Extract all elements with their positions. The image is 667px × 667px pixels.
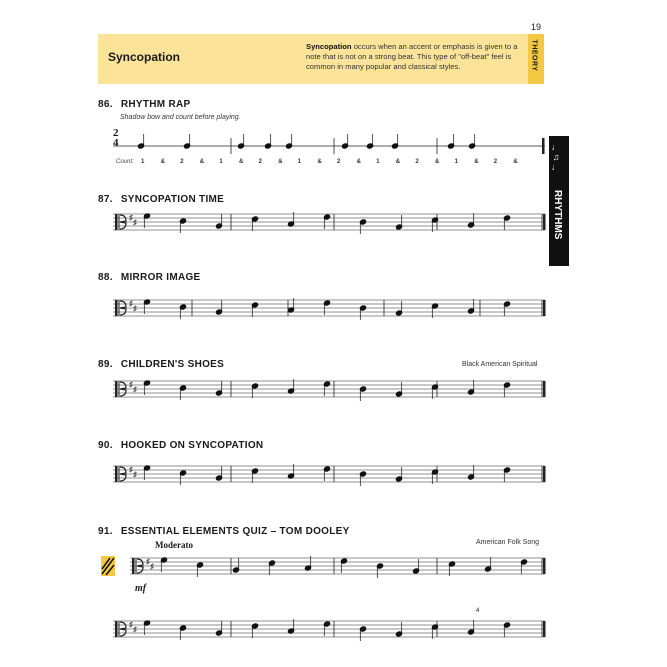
- staff-90-final-thick: [543, 466, 546, 482]
- count-2: 2: [180, 159, 184, 165]
- exercise-credit-89: Black American Spiritual: [462, 361, 538, 368]
- exercise-credit-91: American Folk Song: [476, 539, 540, 546]
- dynamic-marking: mf: [135, 583, 147, 594]
- count-15: &: [435, 159, 440, 165]
- rhythms-tab-label: RHYTHMS: [552, 190, 563, 240]
- staff-87-clef-bar: [115, 214, 118, 230]
- theory-term: Syncopation: [306, 42, 352, 51]
- exercise-subtitle-86: Shadow bow and count before playing.: [120, 114, 241, 121]
- count-3: &: [199, 159, 205, 165]
- count-11: &: [356, 159, 361, 165]
- count-10: 2: [337, 159, 341, 165]
- staff-90-sharp2: ♯: [133, 470, 137, 479]
- theory-definition: occurs when an accent or emphasis is given to a note that is not on a strong beat. This type of "off-beat" feel is common in many popular and classical styles.: [306, 42, 518, 71]
- count-19: &: [513, 159, 518, 165]
- count-label: Count:: [116, 159, 134, 165]
- staff-91b-clef-bar: [115, 621, 118, 637]
- staff-88-sharp: ♯: [129, 299, 133, 308]
- count-0: 1: [141, 159, 145, 165]
- exercise-title-89: 89. CHILDREN'S SHOES: [98, 359, 225, 370]
- count-8: 1: [297, 159, 302, 165]
- staff-88-final-thick: [543, 300, 546, 316]
- count-5: &: [239, 159, 244, 165]
- staff-87-sharp2: ♯: [133, 218, 137, 227]
- staff-87-sharp: ♯: [129, 213, 133, 222]
- count-6: 2: [258, 159, 262, 165]
- count-14: 2: [415, 159, 419, 165]
- rhythm-final: [542, 138, 545, 154]
- count-7: &: [278, 159, 283, 165]
- page-number: 19: [531, 22, 542, 32]
- staff-91a-clef-bar: [132, 558, 135, 574]
- staff-91b-sharp: ♯: [129, 620, 133, 629]
- exercise-title-91: 91. ESSENTIAL ELEMENTS QUIZ – TOM DOOLEY: [98, 526, 350, 537]
- rhythm-notes-icon: ♩♫♩: [551, 142, 561, 172]
- staff-90-clef-bar: [115, 466, 118, 482]
- staff-88-sharp2: ♯: [133, 304, 137, 313]
- count-12: 1: [376, 159, 380, 165]
- theory-tab-label: THEORY: [530, 39, 538, 72]
- count-4: 1: [219, 159, 223, 165]
- count-16: 1: [454, 159, 458, 165]
- staff-89-final-thick: [543, 381, 546, 397]
- staff-91b-sharp2: ♯: [133, 625, 137, 634]
- staff-91a-final-thick: [543, 558, 546, 574]
- count-18: 2: [493, 159, 498, 165]
- staff-89-sharp2: ♯: [133, 385, 137, 394]
- time-signature-86: 2 4: [113, 127, 119, 149]
- exercise-title-88: 88. MIRROR IMAGE: [98, 272, 201, 283]
- count-17: &: [474, 159, 479, 165]
- count-9: &: [317, 159, 322, 165]
- exercise-title-87: 87. SYNCOPATION TIME: [98, 194, 225, 205]
- exercise-title-90: 90. HOOKED ON SYNCOPATION: [98, 440, 264, 451]
- staff-87-final-thick: [543, 214, 546, 230]
- staff-90-sharp: ♯: [129, 465, 133, 474]
- theory-title: Syncopation: [108, 50, 181, 64]
- staff-91b-final-thick: [543, 621, 546, 637]
- fingering-number: 4: [476, 608, 480, 614]
- count-1: &: [160, 159, 165, 165]
- count-13: &: [395, 159, 401, 165]
- staff-89-clef-bar: [115, 381, 118, 397]
- tempo-marking: Moderato: [155, 540, 193, 550]
- staff-88-clef-bar: [115, 300, 118, 316]
- exercise-title-86: 86. RHYTHM RAP: [98, 99, 191, 110]
- staff-91a-sharp2: ♯: [150, 562, 154, 571]
- staff-89-sharp: ♯: [129, 380, 133, 389]
- staff-91a-sharp: ♯: [146, 557, 150, 566]
